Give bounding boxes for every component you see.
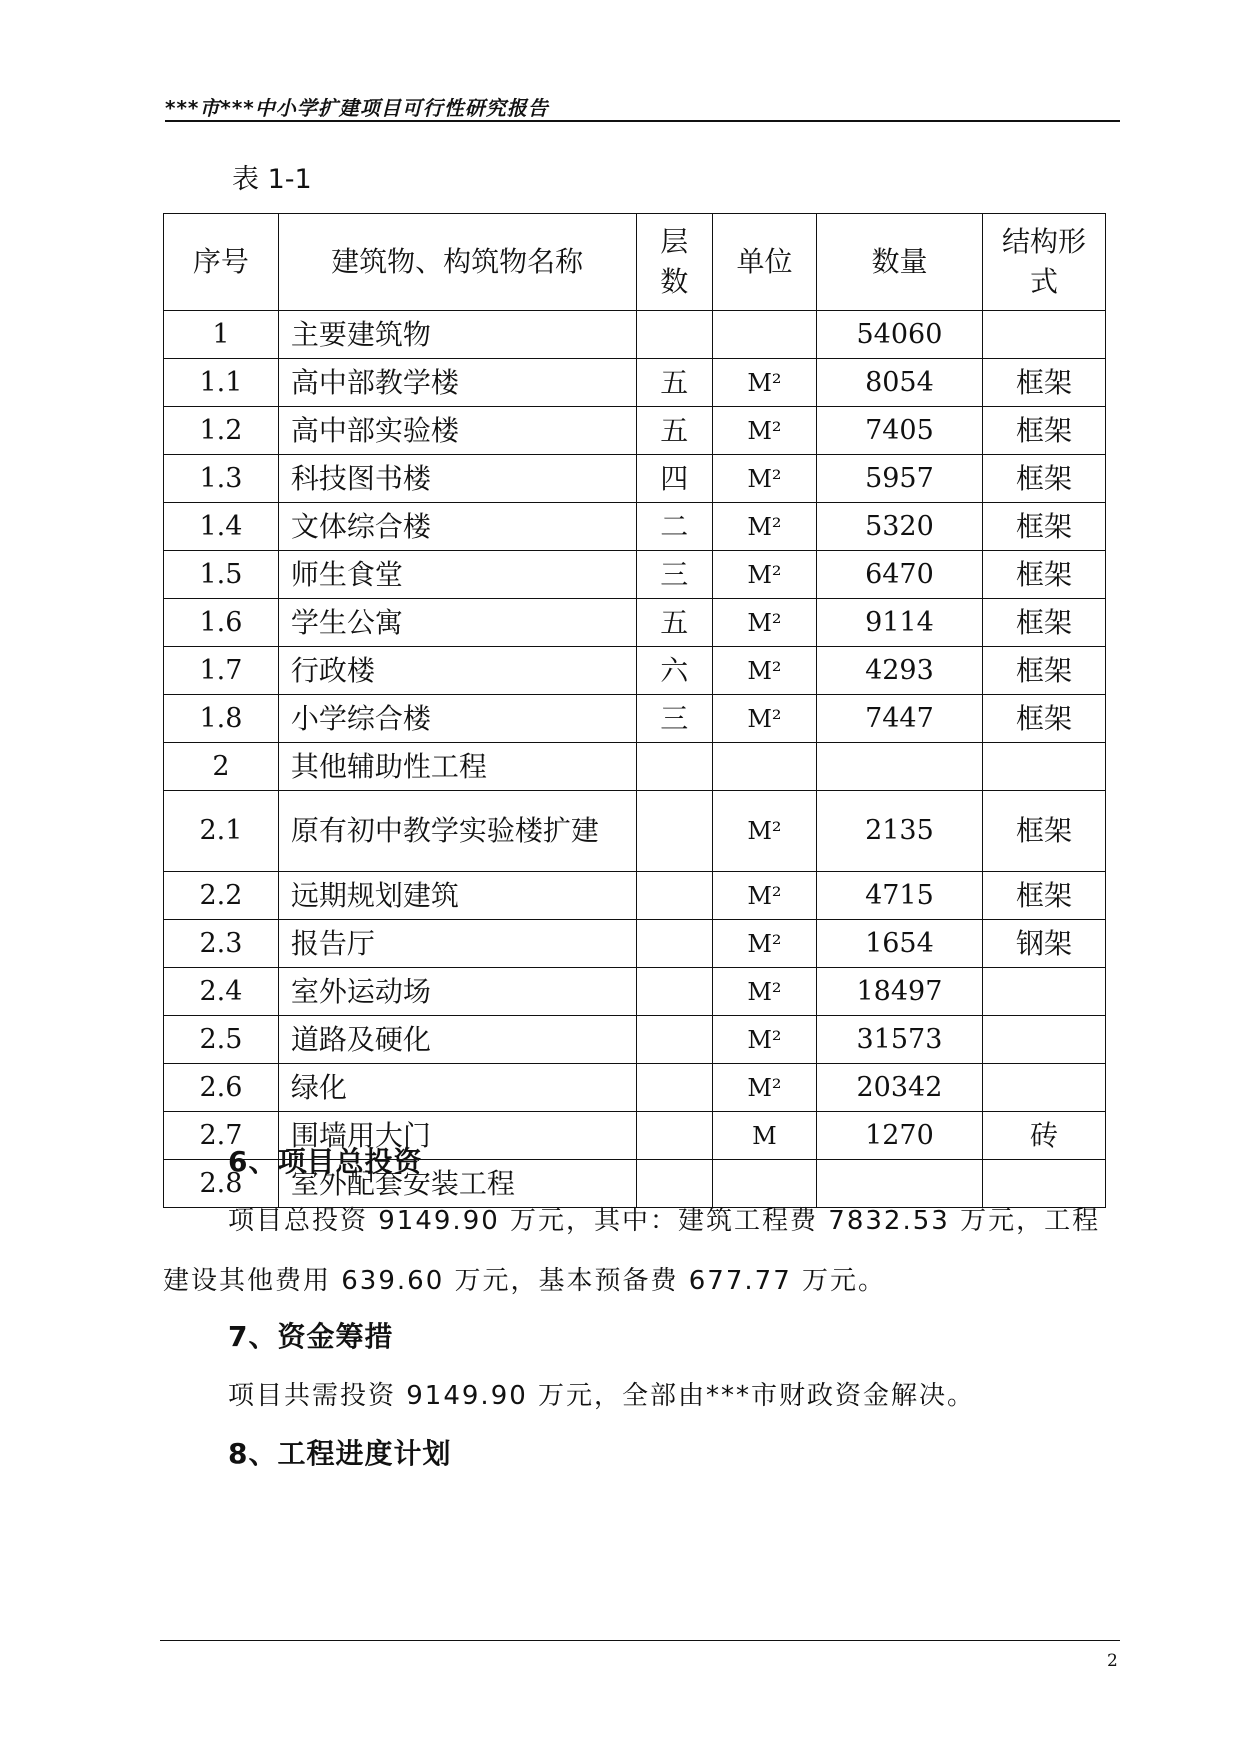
cell-no: 1.1: [164, 359, 279, 407]
cell-quantity: 9114: [816, 599, 982, 647]
table-row: [164, 968, 1106, 1016]
cell-quantity: [816, 743, 982, 791]
cell-unit: M²: [713, 695, 817, 743]
cell-quantity: 6470: [816, 551, 982, 599]
cell-unit: M²: [713, 455, 817, 503]
cell-no: 2.2: [164, 872, 279, 920]
table-caption: 表 1-1: [232, 164, 312, 195]
cell-quantity: 18497: [816, 968, 982, 1016]
cell-quantity: 5320: [816, 503, 982, 551]
cell-structure: 砖: [983, 1112, 1106, 1160]
cell-quantity: 1270: [816, 1112, 982, 1160]
cell-name: 科技图书楼: [278, 455, 636, 503]
table-header-row: [164, 214, 1106, 311]
cell-name: 室外运动场: [278, 968, 636, 1016]
table-row: [164, 743, 1106, 791]
cell-unit: M²: [713, 968, 817, 1016]
cell-no: 1.5: [164, 551, 279, 599]
cell-no: 1.4: [164, 503, 279, 551]
cell-name: 文体综合楼: [278, 503, 636, 551]
table-body: [164, 311, 1106, 1208]
cell-structure: [983, 968, 1106, 1016]
cell-no: 2.1: [164, 791, 279, 872]
cell-no: 2.7: [164, 1112, 279, 1160]
cell-floors: [636, 791, 713, 872]
cell-no: 2.5: [164, 1016, 279, 1064]
table-row: [164, 1016, 1106, 1064]
cell-quantity: 54060: [816, 311, 982, 359]
cell-quantity: 4715: [816, 872, 982, 920]
header-structure-text: 结构形式: [1002, 225, 1087, 298]
buildings-table: [163, 213, 1106, 1208]
cell-quantity: 20342: [816, 1064, 982, 1112]
cell-quantity: 7405: [816, 407, 982, 455]
cell-no: 1.2: [164, 407, 279, 455]
cell-structure: 框架: [983, 551, 1106, 599]
cell-no: 1.8: [164, 695, 279, 743]
cell-name: 道路及硬化: [278, 1016, 636, 1064]
table-row: [164, 599, 1106, 647]
cell-unit: [713, 311, 817, 359]
cell-unit: M²: [713, 920, 817, 968]
cell-name: 原有初中教学实验楼扩建: [278, 791, 636, 872]
cell-structure: [983, 743, 1106, 791]
cell-unit: M²: [713, 1016, 817, 1064]
cell-structure: 框架: [983, 455, 1106, 503]
cell-floors: 四: [636, 455, 713, 503]
cell-structure: 框架: [983, 407, 1106, 455]
cell-floors: 五: [636, 407, 713, 455]
cell-no: 1.6: [164, 599, 279, 647]
cell-no: 2.6: [164, 1064, 279, 1112]
cell-unit: M²: [713, 599, 817, 647]
page-number: 2: [1107, 1651, 1118, 1671]
section-heading-schedule: 8、工程进度计划: [228, 1437, 452, 1470]
cell-no: 2.4: [164, 968, 279, 1016]
table-row: [164, 311, 1106, 359]
cell-structure: [983, 1064, 1106, 1112]
cell-name: 主要建筑物: [278, 311, 636, 359]
cell-quantity: 1654: [816, 920, 982, 968]
cell-unit: M²: [713, 551, 817, 599]
cell-structure: 框架: [983, 647, 1106, 695]
table-row: [164, 551, 1106, 599]
cell-floors: 二: [636, 503, 713, 551]
cell-floors: [636, 968, 713, 1016]
cell-floors: [636, 743, 713, 791]
cell-unit: M²: [713, 359, 817, 407]
header-structure: [983, 214, 1106, 311]
cell-quantity: 7447: [816, 695, 982, 743]
cell-unit: M²: [713, 647, 817, 695]
header-floors-text: 层数: [660, 225, 689, 298]
table-row: [164, 647, 1106, 695]
header-divider: [165, 120, 1120, 122]
cell-structure: 框架: [983, 872, 1106, 920]
cell-floors: 六: [636, 647, 713, 695]
cell-no: 1.3: [164, 455, 279, 503]
cell-name: 师生食堂: [278, 551, 636, 599]
cell-name: 远期规划建筑: [278, 872, 636, 920]
footer-divider: [160, 1640, 1120, 1641]
table-row: [164, 455, 1106, 503]
cell-name: 高中部实验楼: [278, 407, 636, 455]
cell-structure: 框架: [983, 359, 1106, 407]
cell-name: 高中部教学楼: [278, 359, 636, 407]
cell-unit: M²: [713, 503, 817, 551]
cell-floors: 三: [636, 695, 713, 743]
cell-name: 小学综合楼: [278, 695, 636, 743]
header-no: [164, 214, 279, 311]
cell-quantity: 5957: [816, 455, 982, 503]
cell-floors: [636, 920, 713, 968]
header-no-text: 序号: [192, 245, 249, 278]
cell-unit: [713, 743, 817, 791]
cell-structure: 钢架: [983, 920, 1106, 968]
cell-unit: M²: [713, 872, 817, 920]
table-row: [164, 920, 1106, 968]
cell-quantity: 4293: [816, 647, 982, 695]
cell-floors: [636, 1016, 713, 1064]
section-heading-funding: 7、资金筹措: [228, 1320, 394, 1353]
cell-no: 2.8: [164, 1160, 279, 1208]
cell-floors: 五: [636, 359, 713, 407]
header-floors: [636, 214, 713, 311]
cell-name: 室外配套安装工程: [278, 1160, 636, 1208]
cell-unit: M²: [713, 1064, 817, 1112]
cell-floors: [636, 1064, 713, 1112]
section-heading-investment: 6、项目总投资: [228, 1145, 423, 1178]
header-name: 建筑物、构筑物名称: [278, 214, 636, 311]
header-unit: 单位: [713, 214, 817, 311]
table-row: [164, 1064, 1106, 1112]
table-row: [164, 407, 1106, 455]
cell-unit: M²: [713, 407, 817, 455]
table-row: [164, 872, 1106, 920]
cell-name: 学生公寓: [278, 599, 636, 647]
cell-quantity: 2135: [816, 791, 982, 872]
cell-name: 其他辅助性工程: [278, 743, 636, 791]
cell-no: 2.3: [164, 920, 279, 968]
table-row: [164, 791, 1106, 872]
cell-name: 围墙用大门: [278, 1112, 636, 1160]
cell-unit: M: [713, 1112, 817, 1160]
cell-structure: 框架: [983, 791, 1106, 872]
investment-paragraph-line-2: 建设其他费用 639.60 万元，基本预备费 677.77 万元。: [163, 1266, 887, 1296]
cell-name: 行政楼: [278, 647, 636, 695]
table-row: [164, 359, 1106, 407]
header-quantity: 数量: [816, 214, 982, 311]
cell-name: 绿化: [278, 1064, 636, 1112]
cell-floors: 三: [636, 551, 713, 599]
funding-paragraph-line-1: 项目共需投资 9149.90 万元，全部由***市财政资金解决。: [228, 1381, 976, 1411]
cell-structure: [983, 311, 1106, 359]
cell-quantity: 31573: [816, 1016, 982, 1064]
cell-structure: [983, 1016, 1106, 1064]
cell-floors: [636, 311, 713, 359]
cell-no: 1.7: [164, 647, 279, 695]
cell-name: 报告厅: [278, 920, 636, 968]
cell-structure: 框架: [983, 695, 1106, 743]
cell-structure: 框架: [983, 503, 1106, 551]
investment-paragraph-line-1: 项目总投资 9149.90 万元，其中：建筑工程费 7832.53 万元，工程: [228, 1206, 1101, 1236]
cell-floors: [636, 1112, 713, 1160]
cell-no: 2: [164, 743, 279, 791]
cell-floors: 五: [636, 599, 713, 647]
cell-floors: [636, 872, 713, 920]
cell-structure: 框架: [983, 599, 1106, 647]
cell-unit: M²: [713, 791, 817, 872]
cell-quantity: 8054: [816, 359, 982, 407]
table-row: [164, 503, 1106, 551]
table-row: [164, 695, 1106, 743]
page-header-title: ***市***中小学扩建项目可行性研究报告: [165, 96, 549, 120]
cell-no: 1: [164, 311, 279, 359]
